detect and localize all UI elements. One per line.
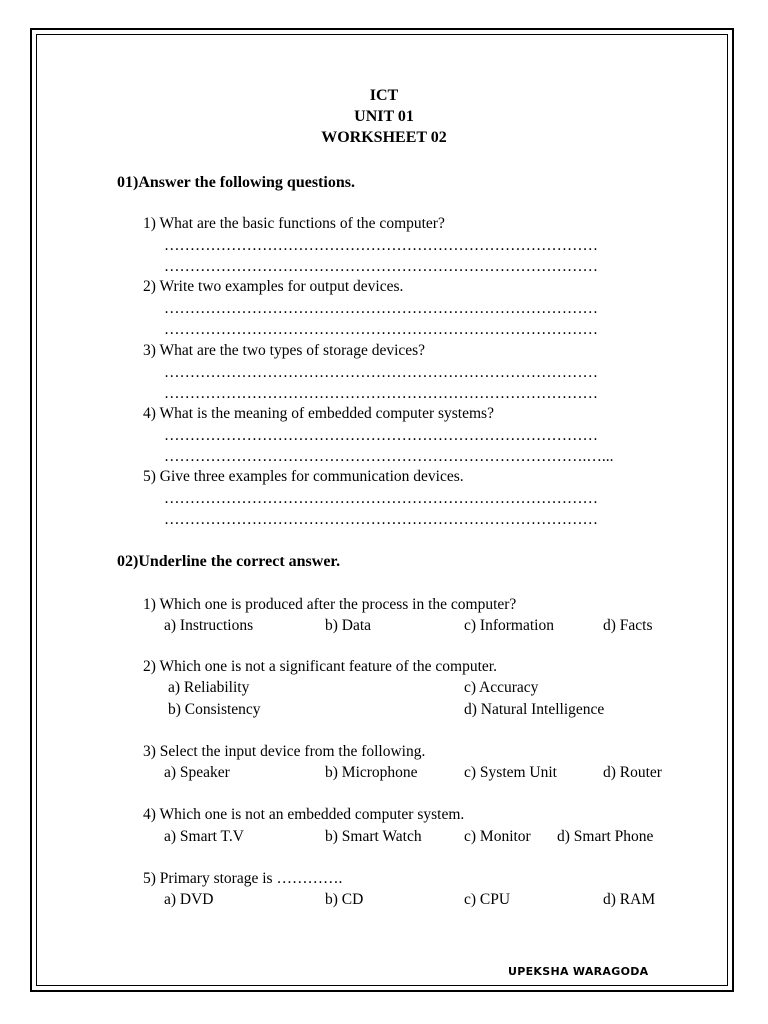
s1-answer-line[interactable]: ………………………………………………………………………… (164, 237, 598, 254)
worksheet-title: WORKSHEET 02 (321, 129, 447, 146)
option-c[interactable]: c) Monitor (464, 828, 531, 845)
unit-title: UNIT 01 (354, 108, 414, 125)
option-b[interactable]: b) Data (325, 617, 372, 634)
option-a[interactable]: a) Speaker (164, 764, 230, 781)
option-b[interactable]: b) Microphone (325, 764, 418, 781)
option-b[interactable]: b) CD (325, 891, 364, 908)
s2-question-1: 1) Which one is produced after the process in the computer? (143, 596, 517, 613)
s1-question-3: 3) What are the two types of storage devices? (143, 342, 426, 359)
section-2-heading: 02)Underline the correct answer. (117, 553, 341, 570)
s1-answer-line[interactable]: ………………………………………………………………………… (164, 490, 598, 507)
option-d[interactable]: d) Smart Phone (557, 828, 654, 845)
s1-question-1: 1) What are the basic functions of the computer? (143, 215, 445, 232)
s1-answer-line[interactable]: ………………………………………………………………………… (164, 258, 598, 275)
option-c[interactable]: c) Information (464, 617, 554, 634)
s1-answer-line[interactable]: ………………………………………………………………………… (164, 364, 598, 381)
s1-answer-line[interactable]: ……………………………………………………………………….…... (164, 448, 614, 465)
s2-question-2: 2) Which one is not a significant feature of the computer. (143, 658, 497, 675)
author-name: UPEKSHA WARAGODA (508, 965, 649, 978)
s1-answer-line[interactable]: ………………………………………………………………………… (164, 427, 598, 444)
s2-question-5: 5) Primary storage is …………. (143, 870, 343, 887)
s1-answer-line[interactable]: ………………………………………………………………………… (164, 511, 598, 528)
subject-title: ICT (369, 87, 399, 104)
option-c[interactable]: c) CPU (464, 891, 511, 908)
option-d[interactable]: d) Natural Intelligence (464, 701, 605, 718)
option-a[interactable]: a) Reliability (168, 679, 250, 696)
s2-question-3: 3) Select the input device from the following. (143, 743, 426, 760)
s1-question-2: 2) Write two examples for output devices. (143, 278, 404, 295)
option-b[interactable]: b) Smart Watch (325, 828, 422, 845)
s1-question-5: 5) Give three examples for communication devices. (143, 468, 464, 485)
option-d[interactable]: d) Facts (603, 617, 653, 634)
option-c[interactable]: c) System Unit (464, 764, 557, 781)
option-c[interactable]: c) Accuracy (464, 679, 539, 696)
s1-answer-line[interactable]: ………………………………………………………………………… (164, 300, 598, 317)
section-1-heading: 01)Answer the following questions. (117, 174, 355, 191)
option-d[interactable]: d) Router (603, 764, 662, 781)
option-b[interactable]: b) Consistency (168, 701, 261, 718)
option-d[interactable]: d) RAM (603, 891, 656, 908)
s1-answer-line[interactable]: ………………………………………………………………………… (164, 385, 598, 402)
s1-answer-line[interactable]: ………………………………………………………………………… (164, 321, 598, 338)
s1-question-4: 4) What is the meaning of embedded computer systems? (143, 405, 494, 422)
option-a[interactable]: a) Smart T.V (164, 828, 244, 845)
s2-question-4: 4) Which one is not an embedded computer system. (143, 806, 465, 823)
option-a[interactable]: a) DVD (164, 891, 214, 908)
option-a[interactable]: a) Instructions (164, 617, 254, 634)
